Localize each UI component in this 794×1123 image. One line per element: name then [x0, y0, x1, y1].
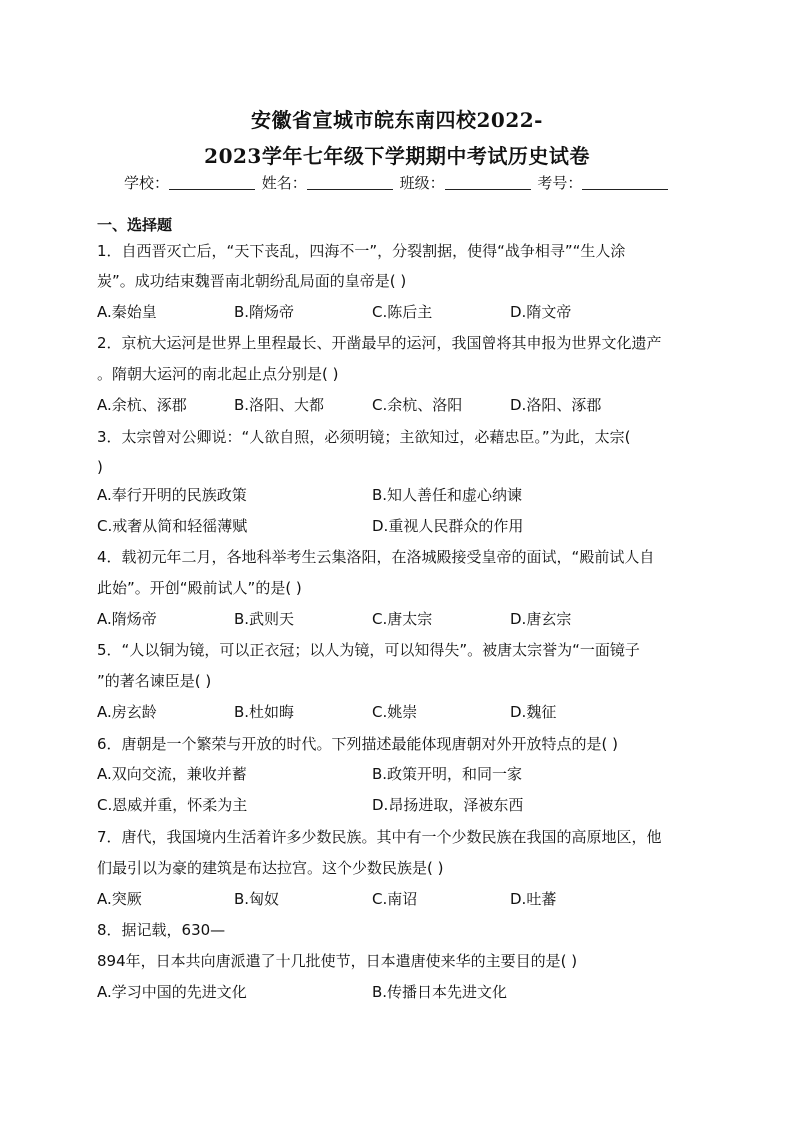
question-5-stem-line1: 5．“人以铜为镜，可以正衣冠；以人为镜，可以知得失”。被唐太宗誉为“一面镜子 — [97, 641, 640, 659]
question-7-stem-line2: 们最引以为豪的建筑是布达拉宫。这个少数民族是( ) — [97, 859, 444, 877]
class-label: 班级： — [399, 174, 445, 192]
question-1-stem-line2: 炭”。成功结束魏晋南北朝纷乱局面的皇帝是( ) — [97, 272, 407, 290]
question-6-option-b: B.政策开明，和同一家 — [372, 765, 523, 783]
question-2-stem-line2: 。隋朝大运河的南北起止点分别是( ) — [97, 365, 339, 383]
question-3-option-b: B.知人善任和虚心纳谏 — [372, 486, 523, 504]
question-4-option-a: A.隋炀帝 — [97, 610, 157, 628]
question-7-option-c: C.南诏 — [372, 890, 418, 908]
question-4-option-d: D.唐玄宗 — [510, 610, 572, 628]
question-2-option-d: D.洛阳、涿郡 — [510, 396, 602, 414]
question-2-option-a: A.余杭、涿郡 — [97, 396, 187, 414]
question-1-option-c: C.陈后主 — [372, 303, 433, 321]
question-7-option-b: B.匈奴 — [234, 890, 280, 908]
question-6-option-d: D.昂扬进取，泽被东西 — [372, 796, 524, 814]
question-7-option-a: A.突厥 — [97, 890, 142, 908]
question-8-stem-line1: 8．据记载，630— — [97, 921, 226, 939]
question-5-option-c: C.姚崇 — [372, 703, 418, 721]
question-2-option-b: B.洛阳、大都 — [234, 396, 325, 414]
question-4-stem-line1: 4．载初元年二月，各地科举考生云集洛阳，在洛城殿接受皇帝的面试，“殿前试人自 — [97, 548, 655, 566]
name-blank — [307, 175, 393, 190]
class-blank — [445, 175, 531, 190]
question-1-option-b: B.隋炀帝 — [234, 303, 295, 321]
question-6-option-a: A.双向交流，兼收并蓄 — [97, 765, 247, 783]
question-7-stem-line1: 7．唐代，我国境内生活着许多少数民族。其中有一个少数民族在我国的高原地区，他 — [97, 828, 662, 846]
question-5-stem-line2: ”的著名谏臣是( ) — [97, 672, 212, 690]
exam-title-line1: 安徽省宣城市皖东南四校2022- — [251, 108, 543, 132]
question-1-option-d: D.隋文帝 — [510, 303, 572, 321]
exam-title-line2: 2023学年七年级下学期期中考试历史试卷 — [204, 144, 590, 168]
section-title: 一、选择题 — [97, 216, 173, 234]
question-1-stem-line1: 1．自西晋灭亡后，“天下丧乱，四海不一”，分裂割据，使得“战争相寻”“生人涂 — [97, 242, 626, 260]
question-4-stem-line2: 此始”。开创“殿前试人”的是( ) — [97, 579, 302, 597]
school-label: 学校： — [124, 174, 170, 192]
question-1-option-a: A.秦始皇 — [97, 303, 157, 321]
question-4-option-b: B.武则天 — [234, 610, 295, 628]
school-blank — [169, 175, 255, 190]
question-5-option-d: D.魏征 — [510, 703, 557, 721]
question-2-option-c: C.余杭、洛阳 — [372, 396, 463, 414]
question-3-stem-line1: 3．太宗曾对公卿说：“人欲自照，必须明镜；主欲知过，必藉忠臣。”为此，太宗( — [97, 428, 631, 446]
question-3-option-a: A.奉行开明的民族政策 — [97, 486, 247, 504]
exam-number-blank — [582, 175, 668, 190]
question-8-option-b: B.传播日本先进文化 — [372, 983, 508, 1001]
question-6-option-c: C.恩威并重，怀柔为主 — [97, 796, 248, 814]
name-label: 姓名： — [261, 174, 307, 192]
question-5-option-b: B.杜如晦 — [234, 703, 295, 721]
question-2-stem-line1: 2．京杭大运河是世界上里程最长、开凿最早的运河，我国曾将其申报为世界文化遗产 — [97, 334, 662, 352]
question-5-option-a: A.房玄龄 — [97, 703, 157, 721]
question-3-option-d: D.重视人民群众的作用 — [372, 517, 524, 535]
question-4-option-c: C.唐太宗 — [372, 610, 433, 628]
question-8-option-a: A.学习中国的先进文化 — [97, 983, 247, 1001]
question-3-stem-line2: ) — [97, 458, 103, 476]
student-info-row — [124, 172, 684, 193]
question-3-option-c: C.戒奢从简和轻徭薄赋 — [97, 517, 248, 535]
question-6-stem-line1: 6．唐朝是一个繁荣与开放的时代。下列描述最能体现唐朝对外开放特点的是( ) — [97, 735, 619, 753]
exam-number-label: 考号： — [537, 174, 583, 192]
question-7-option-d: D.吐蕃 — [510, 890, 557, 908]
question-8-stem-line2: 894年，日本共向唐派遣了十几批使节，日本遣唐使来华的主要目的是( ) — [97, 952, 578, 970]
